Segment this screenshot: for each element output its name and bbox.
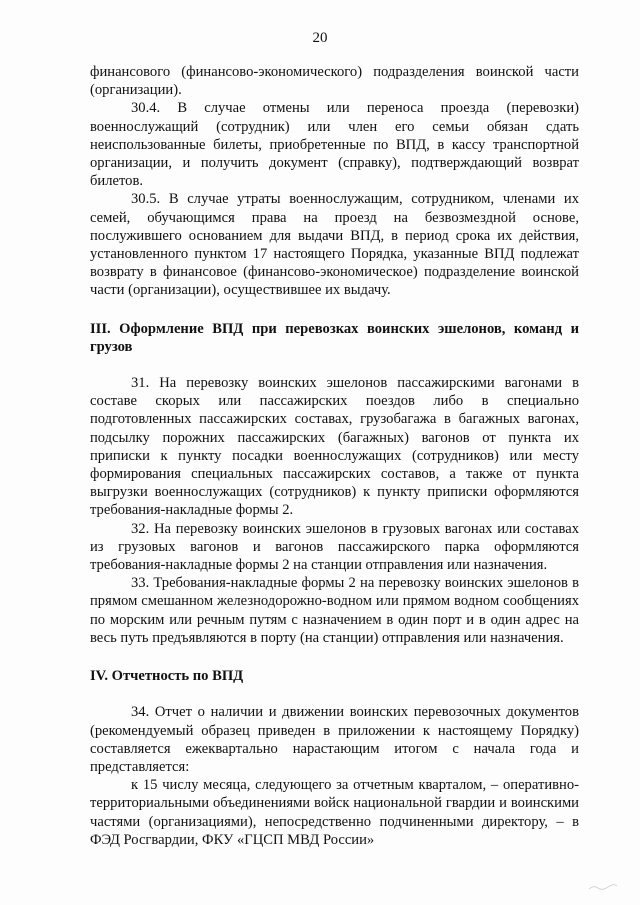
section-heading-4: IV. Отчетность по ВПД — [90, 668, 244, 685]
paragraph-34-item: к 15 числу месяца, следующего за отчетным кварталом, – оперативно-территориальными объединениями войск национальной гвардии и воинскими частями (организациями), непосредственно подчиненными директору, – в ФЭД Росгвардии, ФКУ «ГЦСП МВД России» — [90, 777, 579, 848]
section-heading-3: III. Оформление ВПД при перевозках воинских эшелонов, команд и грузов — [90, 320, 579, 355]
paragraph-33: 33. Требования-накладные формы 2 на перевозку воинских эшелонов в прямом смешанном железнодорожно-водном или прямом водном сообщениях по морским или речным путям с назначением в один порт и в один адрес на весь путь предъявляются в порту (на станции) отправления или назначения. — [90, 575, 579, 646]
paragraph-32: 32. На перевозку воинских эшелонов в грузовых вагонах или составах из грузовых вагонов и вагонов пассажирского парка оформляются требования-накладные формы 2 на станции отправления или назначения. — [90, 520, 579, 574]
spacer — [90, 685, 579, 703]
page-number: 20 — [312, 30, 328, 46]
paragraph-30-5: 30.5. В случае утраты военнослужащим, сотрудником, членами их семей, обучающимся права на проезд на безвозмездной основе, послужившего основанием для выдачи ВПД, в период срока их действия, установленного пунктом 17 настоящего Порядка, указанные ВПД подлежат возврату в финансовое (финансово-экономическое) подразделение воинской части (организации), осуществившее их выдачу. — [90, 191, 579, 299]
paragraph-continuation: финансового (финансово-экономического) подразделения воинской части (организации). — [90, 64, 579, 99]
paragraph-31: 31. На перевозку воинских эшелонов пассажирскими вагонами в составе скорых или пассажирских поездов либо в специально подготовленных пассажирских составах, грузобагажа в багажных вагонах, подсылку порожних пассажирских (багажных) вагонов от пункта их приписки к пункту посадки военнослужащих (сотрудников) или месту формирования специальных пассажирских составов, а также от пункта выгрузки военнослужащих (сотрудников) к пункту приписки оформляются требования-накладные формы 2. — [90, 375, 579, 519]
scan-artifact-mark — [588, 883, 618, 891]
spacer — [90, 300, 579, 320]
paragraph-34: 34. Отчет о наличии и движении воинских перевозочных документов (рекомендуемый образец приведен в приложении к настоящему Порядку) составляется ежеквартально нарастающим итогом с начала года и представляется: — [90, 704, 579, 775]
spacer — [90, 356, 579, 374]
spacer — [90, 647, 579, 667]
paragraph-30-4: 30.4. В случае отмены или переноса проезда (перевозки) военнослужащий (сотрудник) или член его семьи обязан сдать неиспользованные билеты, приобретенные по ВПД, в кассу транспортной организации, и получить документ (справку), подтверждающий возврат билетов. — [90, 100, 579, 190]
document-body — [90, 63, 579, 849]
